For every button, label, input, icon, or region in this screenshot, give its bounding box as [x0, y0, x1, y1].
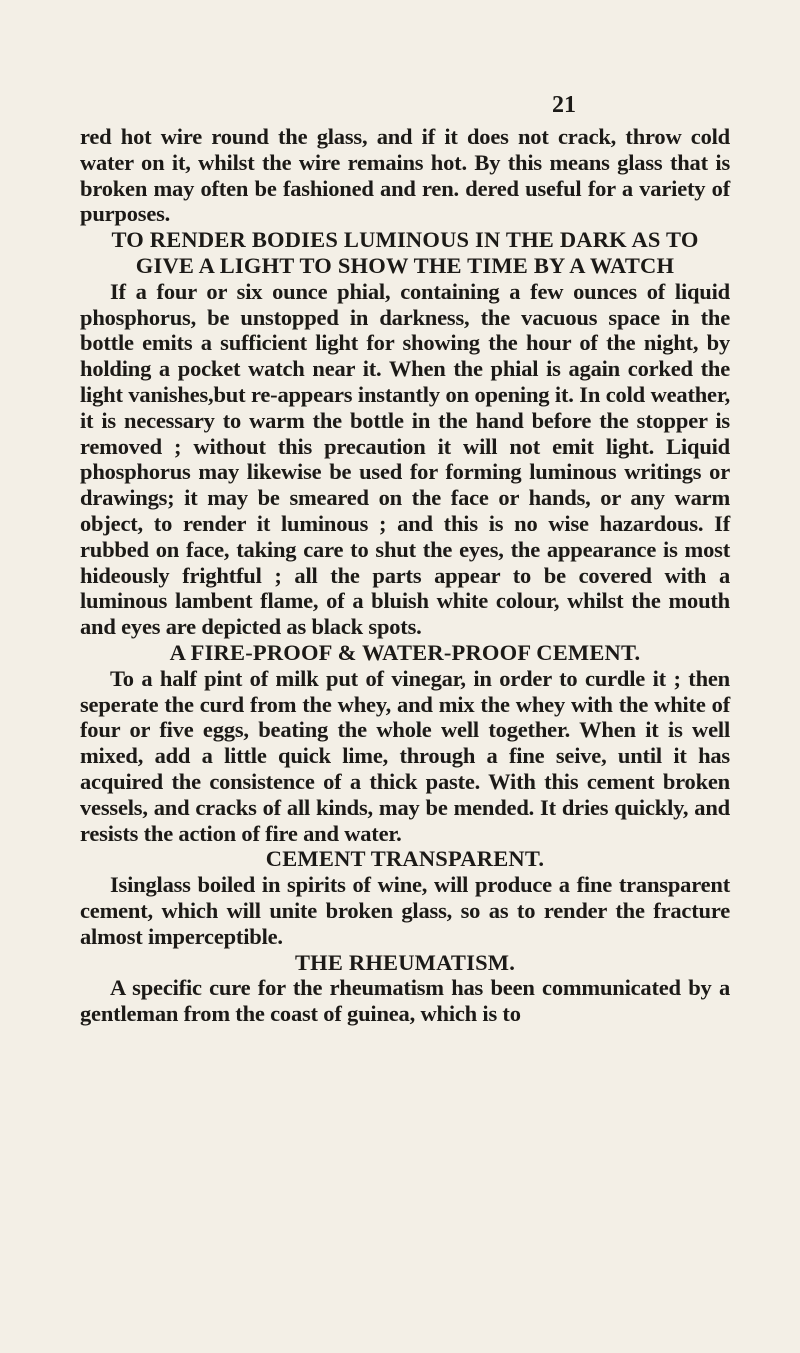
page-body — [80, 124, 730, 1027]
heading-rheumatism: THE RHEUMATISM. — [294, 949, 516, 975]
heading-fireproof-cement: A FIRE-PROOF & WATER-PROOF CEMENT. — [169, 639, 641, 665]
paragraph-rheumatism: A specific cure for the rheumatism has been communicated by a gentleman from the coast of guinea, which is to — [80, 975, 730, 1027]
heading-luminous-bodies: TO RENDER BODIES LUMINOUS IN THE DARK AS TO GIVE A LIGHT TO SHOW THE TIME BY A WATCH — [111, 227, 699, 278]
heading-transparent-cement: CEMENT TRANSPARENT. — [265, 846, 545, 872]
paragraph-glass-crack: red hot wire round the glass, and if it does not crack, throw cold water on it, whilst the wire remains hot. By this means glass that is broken may often be fashioned and ren. dered useful for a variety of purposes. — [80, 124, 730, 227]
page-number: 21 — [552, 92, 576, 118]
paragraph-luminous-bodies: If a four or six ounce phial, containing a few ounces of liquid phosphorus, be unstopped in darkness, the vacuous space in the bottle emits a sufficient light for showing the hour of the night, by holding a pocket watch near it. When the phial is again corked the light vanishes,but re-appears instantly on opening it. In cold weather, it is necessary to warm the bottle in the hand before the stopper is removed ; without this precaution it will not emit light. Liquid phosphorus may likewise be used for forming luminous writings or drawings; it may be smeared on the face or hands, or any warm object, to render it luminous ; and this is no wise hazardous. If rubbed on face, taking care to shut the eyes, the appearance is most hideously frightful ; all the parts appear to be covered with a luminous lambent flame, of a bluish white colour, whilst the mouth and eyes are depicted as black spots. — [80, 278, 730, 640]
paragraph-transparent-cement: Isinglass boiled in spirits of wine, will produce a fine transparent cement, which will unite broken glass, so as to render the fracture almost imperceptible. — [80, 872, 730, 949]
paragraph-fireproof-cement: To a half pint of milk put of vinegar, in order to curdle it ; then seperate the curd from the whey, and mix the whey with the white of four or five eggs, beating the whole well together. When it is well mixed, add a little quick lime, through a fine seive, until it has acquired the consistence of a thick paste. With this cement broken vessels, and cracks of all kinds, may be mended. It dries quickly, and resists the action of fire and water. — [80, 665, 730, 846]
